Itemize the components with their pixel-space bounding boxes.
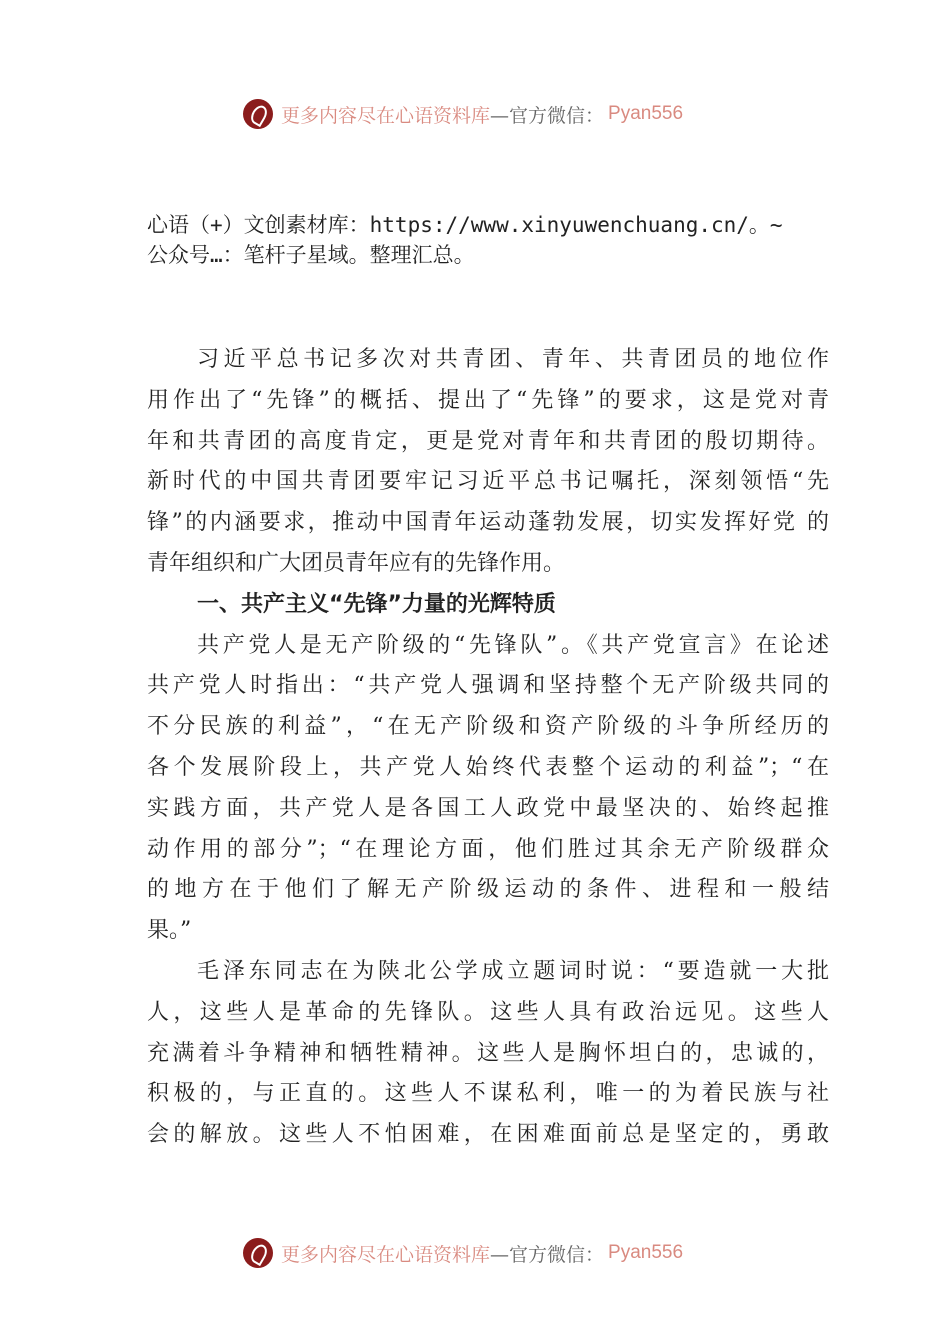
pen-logo-icon bbox=[243, 1238, 273, 1268]
text-line: 毛泽东同志在为陕北公学成立题词时说：“要造就一大批 bbox=[197, 958, 829, 984]
text-line: 习近平总书记多次对共青团、青年、共青团员的地位作 bbox=[197, 347, 829, 372]
source-line: 心语（+）文创素材库：https://www.xinyuwenchuang.cn/。~ bbox=[147, 213, 783, 237]
text-line: 年和共青团的高度肯定，更是党对青年和共青团的殷切期待。 bbox=[147, 428, 829, 454]
banner-title: 更多内容尽在心语资料库 bbox=[281, 1243, 491, 1266]
section-heading: 一、共产主义“先锋”力量的光辉特质 bbox=[197, 591, 556, 617]
text-line: 不分民族的利益”，“在无产阶级和资产阶级的斗争所经历的 bbox=[147, 714, 829, 740]
text-line: 果。” bbox=[147, 918, 192, 944]
text-line: 新时代的中国共青团要牢记习近平总书记嘱托，深刻领悟“先 bbox=[147, 469, 829, 495]
banner-title: 更多内容尽在心语资料库 bbox=[281, 104, 491, 127]
text-line: 积极的，与正直的。这些人不谋私利，唯一的为着民族与社 bbox=[147, 1081, 829, 1107]
text-line: 充满着斗争精神和牺牲精神。这些人是胸怀坦白的，忠诚的， bbox=[147, 1040, 829, 1066]
text-line: 实践方面，共产党人是各国工人政党中最坚决的、始终起推 bbox=[147, 795, 829, 821]
text-line: 用作出了“先锋”的概括、提出了“先锋”的要求，这是党对青 bbox=[147, 387, 829, 413]
body-text bbox=[147, 340, 829, 1156]
text-line: 青年组织和广大团员青年应有的先锋作用。 bbox=[147, 550, 566, 576]
banner-wechat-label: —官方微信： bbox=[490, 1243, 605, 1266]
pen-logo-icon bbox=[243, 99, 273, 129]
text-line: 共产党人时指出：“共产党人强调和坚持整个无产阶级共同的 bbox=[147, 673, 829, 699]
text-line: 人，这些人是革命的先锋队。这些人具有政治远见。这些人 bbox=[147, 999, 829, 1025]
banner-wechat-id: Pyan556 bbox=[608, 1242, 684, 1263]
text-line: 动作用的部分”；“在理论方面，他们胜过其余无产阶级群众 bbox=[147, 836, 829, 862]
source-note bbox=[147, 210, 783, 270]
text-line: 会的解放。这些人不怕困难，在困难面前总是坚定的，勇敢 bbox=[147, 1122, 829, 1148]
banner-wechat-label: —官方微信： bbox=[490, 104, 605, 127]
header-banner bbox=[243, 97, 723, 131]
text-line: 的地方在于他们了解无产阶级运动的条件、进程和一般结 bbox=[147, 877, 829, 903]
footer-banner bbox=[243, 1236, 723, 1270]
source-line: 公众号…：笔杆子星域。整理汇总。 bbox=[147, 243, 475, 267]
text-line: 锋”的内涵要求，推动中国青年运动蓬勃发展，切实发挥好党 的 bbox=[147, 510, 829, 536]
banner-wechat-id: Pyan556 bbox=[608, 103, 684, 124]
text-line: 共产党人是无产阶级的“先锋队”。《共产党宣言》在论述 bbox=[197, 632, 829, 658]
text-line: 各个发展阶段上，共产党人始终代表整个运动的利益”；“在 bbox=[147, 754, 829, 780]
